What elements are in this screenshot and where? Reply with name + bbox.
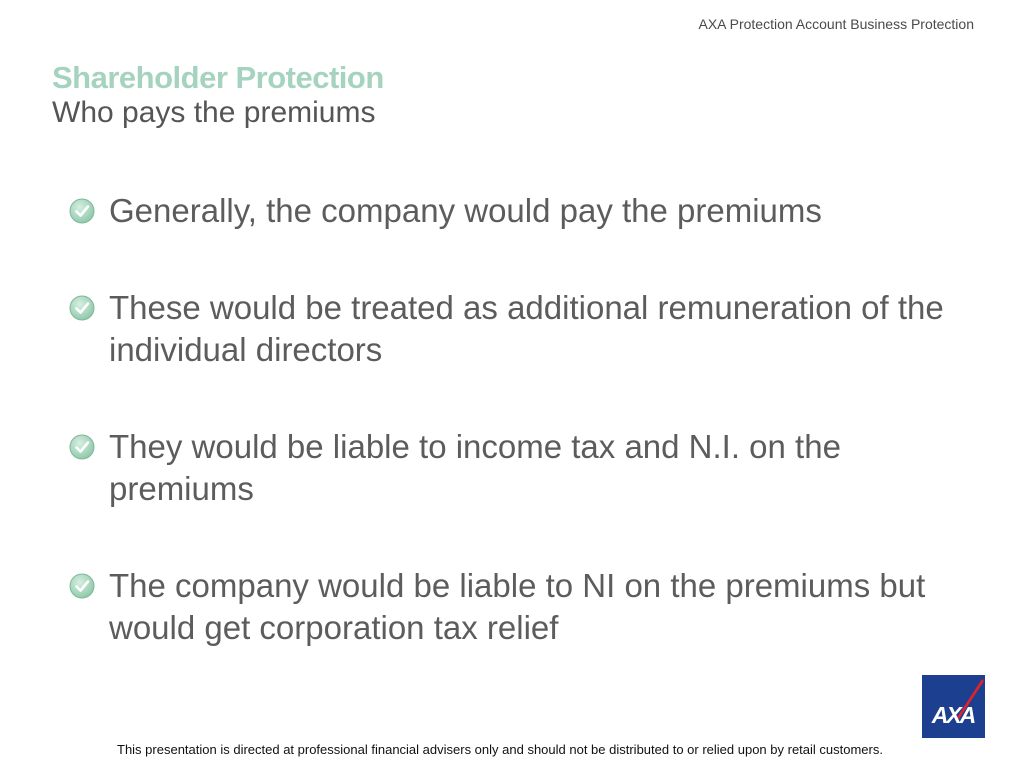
slide-subtitle: Who pays the premiums — [52, 96, 376, 129]
header-note: AXA Protection Account Business Protection — [698, 16, 974, 32]
bullet-text: Generally, the company would pay the premiums — [109, 192, 822, 229]
bullet-text: They would be liable to income tax and N.I. on the premiums — [109, 428, 841, 507]
checkmark-icon — [69, 434, 95, 460]
axa-logo-text: AXA — [931, 702, 975, 728]
bullet-text: These would be treated as additional remuneration of the individual directors — [109, 289, 944, 368]
slide-title: Shareholder Protection — [52, 60, 384, 95]
checkmark-icon — [69, 198, 95, 224]
bullet-text: The company would be liable to NI on the premiums but would get corporation tax relief — [109, 567, 926, 646]
checkmark-icon — [69, 295, 95, 321]
footer-disclaimer: This presentation is directed at professional financial advisers only and should not be distributed to or relied upon by retail customers. — [117, 742, 883, 757]
checkmark-icon — [69, 573, 95, 599]
axa-logo — [922, 675, 985, 738]
